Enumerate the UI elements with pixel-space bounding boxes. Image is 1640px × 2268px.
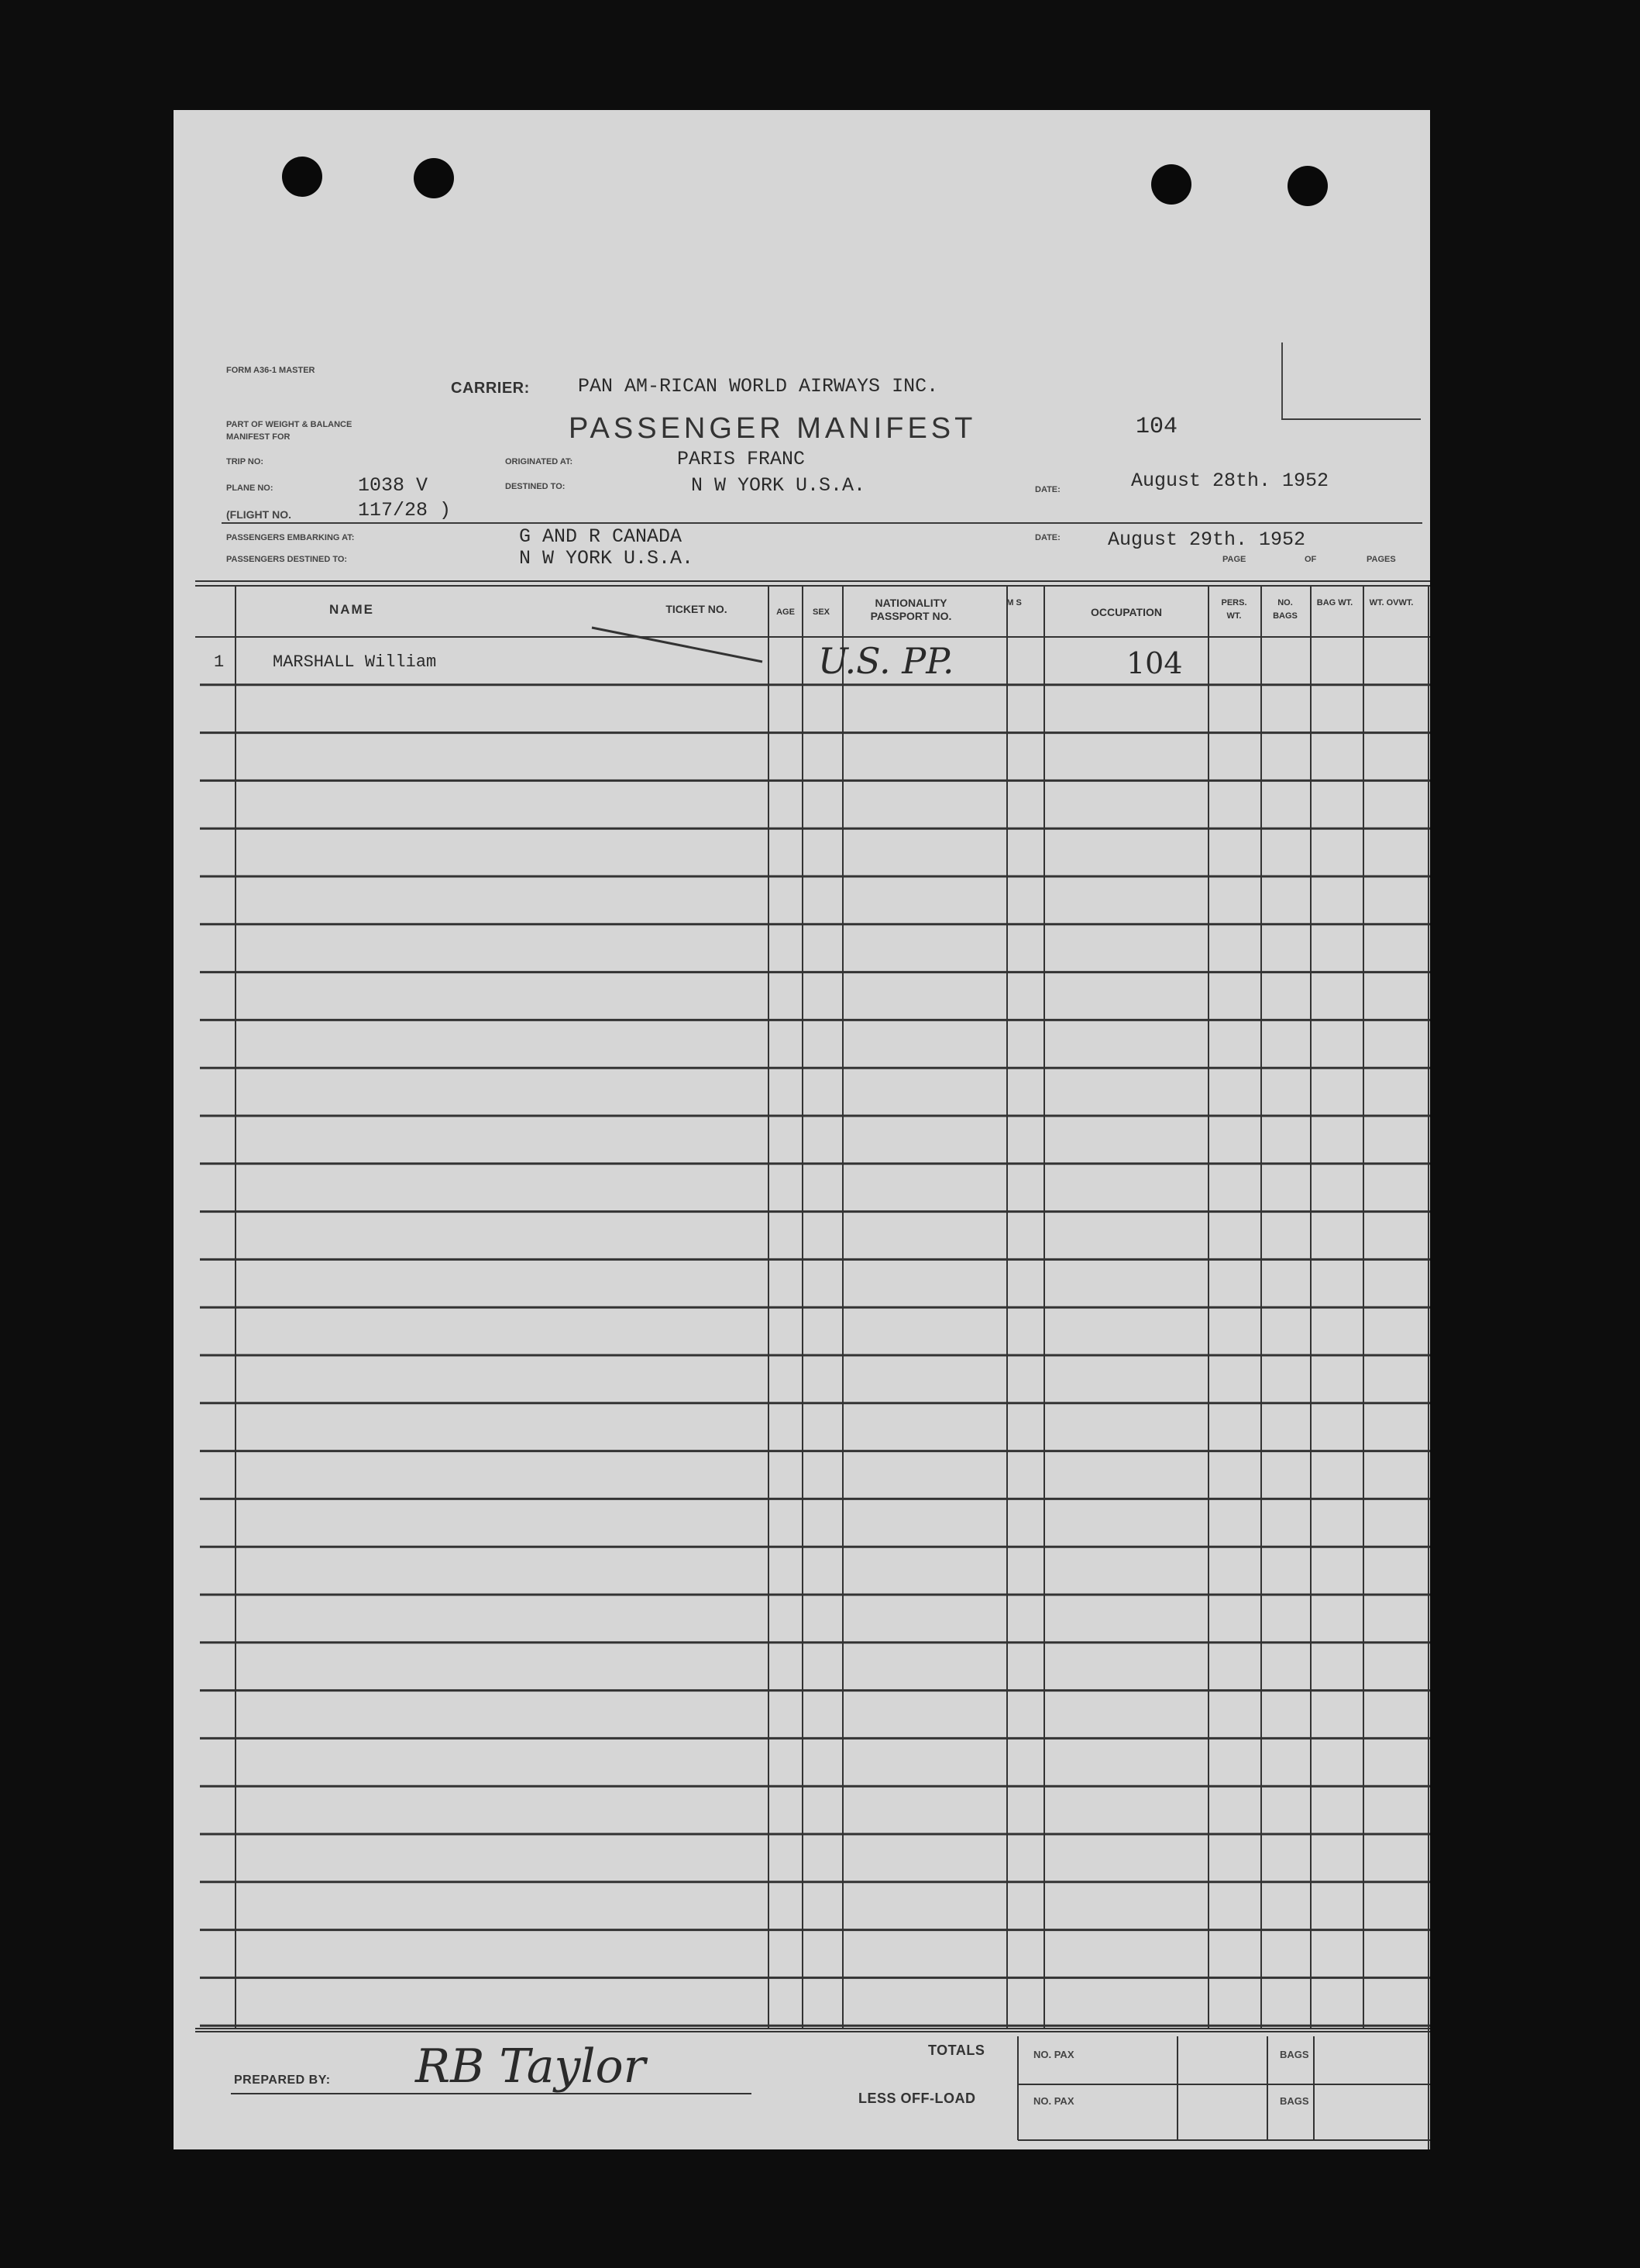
flight-no-label: (FLIGHT NO. (226, 508, 291, 521)
row-number: 1 (214, 652, 225, 672)
col-age: AGE (776, 607, 795, 617)
col-no-bags: NO. BAGS (1273, 598, 1298, 621)
destined-to-value: N W YORK U.S.A. (691, 474, 866, 497)
carrier-label: CARRIER: (451, 380, 530, 397)
embarking-value: G AND R CANADA (519, 525, 682, 548)
trip-no-label: TRIP NO: (226, 457, 264, 466)
pages-label: PAGES (1367, 555, 1396, 564)
passenger-name: MARSHALL William (273, 652, 437, 672)
page-title: PASSENGER MANIFEST (569, 412, 977, 445)
offload-no-pax-label: NO. PAX (1033, 2095, 1074, 2107)
col-sex: SEX (812, 607, 830, 617)
totals-no-pax-label: NO. PAX (1033, 2049, 1074, 2060)
destined-to-label: DESTINED TO: (505, 482, 566, 491)
col-ticket: TICKET NO. (665, 603, 727, 615)
col-nationality: NATIONALITY PASSPORT NO. (870, 597, 952, 622)
part-of-line2: MANIFEST FOR (226, 432, 291, 442)
date2-label: DATE: (1035, 533, 1061, 542)
part-of-line1: PART OF WEIGHT & BALANCE (226, 420, 352, 429)
page-label: PAGE (1222, 555, 1246, 564)
passenger-occupation: 104 (1126, 646, 1183, 680)
totals-bags-label: BAGS (1280, 2049, 1309, 2060)
col-name: NAME (328, 602, 375, 617)
originated-at-label: ORIGINATED AT: (505, 457, 573, 466)
embarking-label: PASSENGERS EMBARKING AT: (226, 533, 355, 542)
plane-no-label: PLANE NO: (226, 484, 273, 493)
col-bag-wt: BAG WT. (1316, 598, 1353, 607)
carrier-value: PAN AM-RICAN WORLD AIRWAYS INC. (578, 375, 939, 398)
form-id: FORM A36-1 MASTER (226, 366, 315, 375)
col-wt-ovwt: WT. OVWT. (1369, 598, 1414, 607)
offload-bags-label: BAGS (1280, 2095, 1309, 2107)
plane-no-value: 1038 V (358, 474, 428, 497)
manifest-number: 104 (1136, 414, 1178, 440)
originated-at-value: PARIS FRANC (677, 448, 806, 470)
less-offload-label: LESS OFF-LOAD (858, 2091, 976, 2106)
passenger-nationality: U.S. PP. (818, 640, 954, 682)
manifest-grid (174, 110, 1430, 2149)
totals-label: TOTALS (928, 2043, 985, 2058)
col-occupation: OCCUPATION (1090, 606, 1163, 618)
pax-destined-label: PASSENGERS DESTINED TO: (226, 555, 348, 564)
date2-value: August 29th. 1952 (1108, 528, 1306, 551)
prepared-by-label: PREPARED BY: (234, 2074, 331, 2087)
manifest-sheet (174, 110, 1430, 2149)
of-label: OF (1305, 555, 1317, 564)
preparer-signature: RB Taylor (415, 2039, 646, 2094)
col-ms: M S (1006, 598, 1022, 607)
ticket-stroke (592, 628, 762, 662)
date-value: August 28th. 1952 (1131, 470, 1329, 492)
col-pers-wt: PERS. WT. (1221, 598, 1247, 621)
date-label: DATE: (1035, 485, 1061, 494)
pax-destined-value: N W YORK U.S.A. (519, 547, 694, 570)
flight-no-value: 117/28 ) (358, 499, 452, 521)
